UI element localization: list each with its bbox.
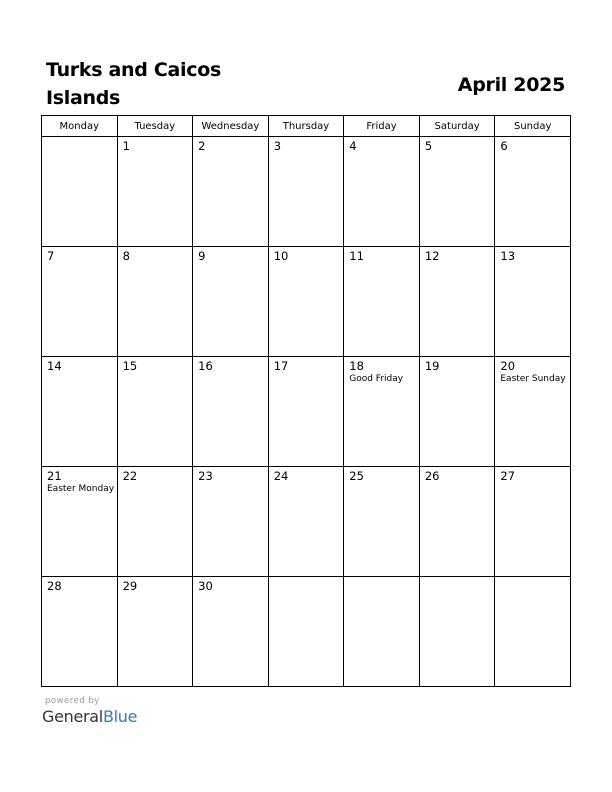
day-number: 19 — [424, 359, 440, 373]
calendar-empty-cell — [344, 577, 420, 687]
calendar-day-cell — [419, 137, 495, 247]
weekday-header: Tuesday — [117, 116, 193, 137]
calendar-day-cell — [419, 467, 495, 577]
holiday-label: Good Friday — [349, 374, 404, 384]
day-number: 24 — [273, 469, 289, 483]
day-number: 25 — [349, 469, 364, 483]
day-number: 13 — [500, 249, 516, 263]
weekday-header: Monday — [42, 116, 118, 137]
weekday-header-row — [42, 116, 571, 137]
day-number: 10 — [273, 249, 289, 263]
day-number: 11 — [349, 249, 364, 263]
calendar-month-title: April 2025 — [457, 74, 565, 96]
holiday-label: Easter Sunday — [500, 374, 566, 384]
calendar-week-row — [42, 137, 571, 247]
calendar-country-title: Turks and Caicos Islands — [46, 59, 221, 109]
footer-branding — [42, 696, 137, 727]
calendar-day-cell — [344, 467, 420, 577]
day-number: 4 — [349, 139, 357, 153]
brand-blue-text: Blue — [102, 707, 138, 726]
day-number: 1 — [122, 139, 130, 153]
calendar-day-cell — [193, 137, 269, 247]
calendar-day-cell — [193, 467, 269, 577]
calendar-day-cell — [117, 467, 193, 577]
weekday-header: Thursday — [268, 116, 344, 137]
weekday-header: Saturday — [419, 116, 495, 137]
calendar-day-cell — [117, 247, 193, 357]
day-number: 5 — [424, 139, 433, 153]
calendar-day-cell — [42, 357, 118, 467]
calendar-day-cell — [117, 577, 193, 687]
day-number: 2 — [198, 139, 206, 153]
day-number: 26 — [424, 469, 440, 483]
calendar-day-cell — [42, 577, 118, 687]
calendar-week-row — [42, 577, 571, 687]
calendar-empty-cell — [419, 577, 495, 687]
day-number: 29 — [122, 579, 138, 593]
calendar-grid — [41, 115, 571, 687]
day-number: 23 — [198, 469, 213, 483]
calendar-day-cell — [344, 357, 420, 467]
weekday-header: Sunday — [495, 116, 571, 137]
calendar-week-row — [42, 247, 571, 357]
day-number: 3 — [273, 139, 282, 153]
day-number: 15 — [122, 359, 138, 373]
calendar-day-cell — [42, 247, 118, 357]
calendar-day-cell — [495, 137, 571, 247]
day-number: 17 — [273, 359, 289, 373]
generalblue-logo[interactable] — [42, 707, 137, 727]
day-number: 27 — [500, 469, 516, 483]
day-number: 14 — [47, 359, 62, 373]
calendar-day-cell — [193, 247, 269, 357]
powered-by-label: powered by — [45, 696, 100, 706]
calendar-day-cell — [268, 467, 344, 577]
day-number: 20 — [500, 359, 516, 373]
calendar-empty-cell — [42, 137, 118, 247]
calendar-week-row — [42, 467, 571, 577]
calendar-day-cell — [193, 577, 269, 687]
calendar-day-cell — [268, 247, 344, 357]
day-number: 28 — [47, 579, 62, 593]
calendar-day-cell — [42, 467, 118, 577]
day-number: 22 — [122, 469, 138, 483]
calendar-empty-cell — [495, 577, 571, 687]
brand-general-text: General — [42, 707, 103, 726]
calendar-day-cell — [495, 467, 571, 577]
calendar-day-cell — [268, 137, 344, 247]
calendar-day-cell — [419, 357, 495, 467]
calendar-day-cell — [268, 357, 344, 467]
weekday-header: Wednesday — [193, 116, 269, 137]
day-number: 16 — [198, 359, 213, 373]
weekday-header: Friday — [344, 116, 420, 137]
calendar-day-cell — [495, 357, 571, 467]
calendar-day-cell — [117, 137, 193, 247]
day-number: 7 — [47, 249, 55, 263]
calendar-day-cell — [419, 247, 495, 357]
day-number: 9 — [198, 249, 206, 263]
calendar-day-cell — [117, 357, 193, 467]
calendar-day-cell — [344, 137, 420, 247]
day-number: 21 — [47, 469, 62, 483]
calendar-day-cell — [495, 247, 571, 357]
day-number: 6 — [500, 139, 508, 153]
day-number: 8 — [122, 249, 130, 263]
day-number: 18 — [349, 359, 364, 373]
calendar-empty-cell — [268, 577, 344, 687]
holiday-label: Easter Monday — [47, 484, 115, 494]
calendar-week-row — [42, 357, 571, 467]
day-number: 12 — [424, 249, 440, 263]
day-number: 30 — [198, 579, 213, 593]
calendar-day-cell — [344, 247, 420, 357]
calendar-day-cell — [193, 357, 269, 467]
